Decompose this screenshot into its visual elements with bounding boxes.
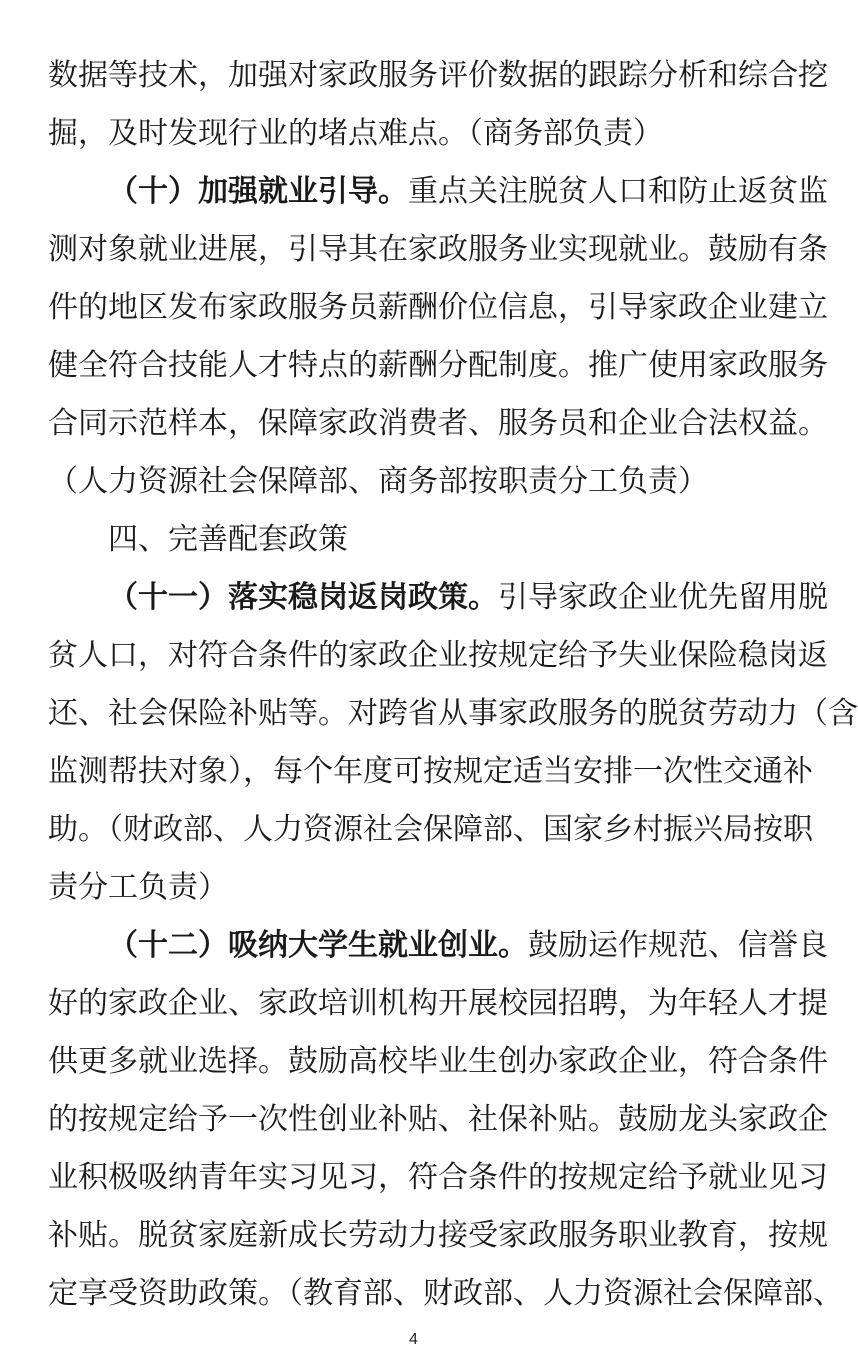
paragraph-first-line <box>108 918 828 974</box>
text-line: 合同示范样本，保障家政消费者、服务员和企业合法权益。 <box>48 406 828 441</box>
text-line: 贫人口，对符合条件的家政企业按规定给予失业保险稳岗返 <box>48 638 828 673</box>
paragraph-first-line <box>108 164 828 220</box>
text-line: 补贴。脱贫家庭新成长劳动力接受家政服务职业教育，按规 <box>48 1218 828 1253</box>
paragraph-heading-12: （十二）吸纳大学生就业创业。 <box>108 928 528 963</box>
section-title: 四、完善配套政策 <box>108 522 348 557</box>
paragraph-first-line <box>108 570 828 626</box>
text-line: 助。（财政部、人力资源社会保障部、国家乡村振兴局按职 <box>48 812 813 847</box>
text-line: （人力资源社会保障部、商务部按职责分工负责） <box>48 464 708 499</box>
page-number: 4 <box>409 1331 418 1348</box>
text-line: 数据等技术，加强对家政服务评价数据的跟踪分析和综合挖 <box>48 58 828 93</box>
text-line: 的按规定给予一次性创业补贴、社保补贴。鼓励龙头家政企 <box>48 1102 828 1137</box>
text-line: 定享受资助政策。（教育部、财政部、人力资源社会保障部、 <box>48 1276 843 1311</box>
paragraph-heading-11: （十一）落实稳岗返岗政策。 <box>108 580 498 615</box>
text-line: 健全符合技能人才特点的薪酬分配制度。推广使用家政服务 <box>48 348 828 383</box>
text-line: 业积极吸纳青年实习见习，符合条件的按规定给予就业见习 <box>48 1160 828 1195</box>
text-line: 监测帮扶对象），每个年度可按规定适当安排一次性交通补 <box>48 754 813 789</box>
text-fragment: 引导家政企业优先留用脱 <box>498 580 828 615</box>
text-line: 件的地区发布家政服务员薪酬价位信息，引导家政企业建立 <box>48 290 828 325</box>
text-fragment: 鼓励运作规范、信誉良 <box>528 928 828 963</box>
text-line: 好的家政企业、家政培训机构开展校园招聘，为年轻人才提 <box>48 986 828 1021</box>
text-line: 掘，及时发现行业的堵点难点。（商务部负责） <box>48 116 663 151</box>
text-line: 还、社会保险补贴等。对跨省从事家政服务的脱贫劳动力（含 <box>48 696 858 731</box>
text-fragment: 重点关注脱贫人口和防止返贫监 <box>408 174 828 209</box>
text-line: 供更多就业选择。鼓励高校毕业生创办家政企业，符合条件 <box>48 1044 828 1079</box>
paragraph-heading-10: （十）加强就业引导。 <box>108 174 408 209</box>
text-line: 责分工负责） <box>48 870 228 905</box>
text-line: 测对象就业进展，引导其在家政服务业实现就业。鼓励有条 <box>48 232 828 267</box>
